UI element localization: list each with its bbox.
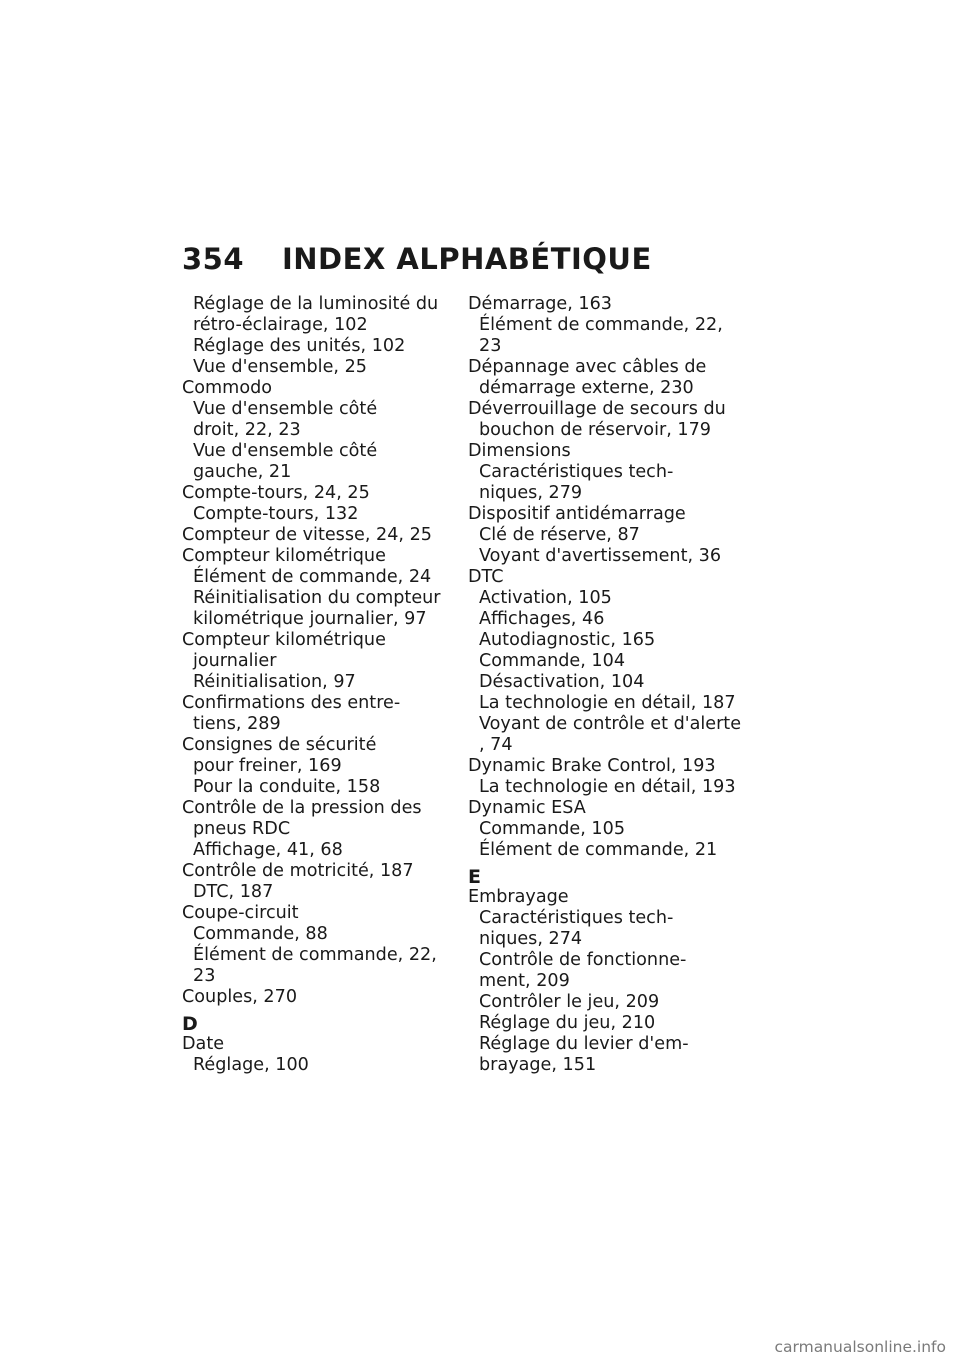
index-subentry: Autodiagnostic, 165: [479, 630, 656, 650]
index-entry: Compteur de vitesse, 24, 25: [182, 525, 432, 545]
index-subentry: Vue d'ensemble côté: [193, 441, 378, 461]
footer-watermark: carmanualsonline.info: [774, 1338, 946, 1356]
index-entry: Coupe-circuit: [182, 903, 299, 923]
index-column-left: [182, 294, 441, 1076]
index-subentry: kilométrique journalier, 97: [193, 609, 427, 629]
index-entry: Dynamic ESA: [468, 798, 586, 818]
index-subentry: niques, 274: [479, 929, 583, 949]
index-subentry: Commande, 88: [193, 924, 328, 944]
index-subentry: Affichages, 46: [479, 609, 605, 629]
index-subentry: Contrôle de fonctionne-: [479, 950, 687, 970]
index-entry: Date: [182, 1034, 225, 1054]
index-subentry: Pour la conduite, 158: [193, 777, 381, 797]
index-subentry: rétro-éclairage, 102: [193, 315, 368, 335]
index-entry: Commodo: [182, 378, 273, 398]
index-subentry: Élément de commande, 22,: [193, 945, 437, 965]
index-subentry: Réglage de la luminosité du: [193, 294, 439, 314]
index-entry: Couples, 270: [182, 987, 298, 1007]
index-subentry: 23: [193, 966, 216, 986]
index-subentry: Commande, 105: [479, 819, 626, 839]
index-entry: Compteur kilométrique: [182, 546, 386, 566]
index-subentry: Activation, 105: [479, 588, 612, 608]
section-letter: E: [468, 866, 481, 888]
index-entry: Consignes de sécurité: [182, 735, 377, 755]
index-subentry: Réglage du levier d'em-: [479, 1034, 689, 1054]
index-entry: Contrôle de motricité, 187: [182, 861, 414, 881]
index-subentry: Contrôler le jeu, 209: [479, 992, 660, 1012]
index-subentry: démarrage externe, 230: [479, 378, 694, 398]
index-entry: Dispositif antidémarrage: [468, 504, 686, 524]
page-header: [182, 242, 652, 276]
index-subentry: La technologie en détail, 187: [479, 693, 736, 713]
index-subentry: Désactivation, 104: [479, 672, 645, 692]
index-subentry: journalier: [193, 651, 277, 671]
index-entry: Dimensions: [468, 441, 571, 461]
index-subentry: Réglage du jeu, 210: [479, 1013, 656, 1033]
index-subentry: Clé de réserve, 87: [479, 525, 640, 545]
index-subentry: pneus RDC: [193, 819, 291, 839]
index-subentry: Commande, 104: [479, 651, 626, 671]
index-subentry: Voyant de contrôle et d'alerte: [479, 714, 742, 734]
index-subentry: Vue d'ensemble, 25: [193, 357, 367, 377]
index-entry: Déverrouillage de secours du: [468, 399, 726, 419]
index-subentry: Réinitialisation du compteur: [193, 588, 441, 608]
index-subentry: La technologie en détail, 193: [479, 777, 736, 797]
index-entry: Démarrage, 163: [468, 294, 612, 314]
index-subentry: Vue d'ensemble côté: [193, 399, 378, 419]
index-entry: DTC: [468, 567, 504, 587]
index-subentry: Voyant d'avertissement, 36: [479, 546, 722, 566]
index-subentry: Affichage, 41, 68: [193, 840, 343, 860]
index-entry: Contrôle de la pression des: [182, 798, 422, 818]
index-column-right: [468, 294, 742, 1076]
index-entry: Compte-tours, 24, 25: [182, 483, 370, 503]
index-subentry: Réglage, 100: [193, 1055, 309, 1075]
index-subentry: Caractéristiques tech-: [479, 462, 674, 482]
index-subentry: Réinitialisation, 97: [193, 672, 356, 692]
index-subentry: ment, 209: [479, 971, 570, 991]
index-subentry: gauche, 21: [193, 462, 292, 482]
index-subentry: Élément de commande, 21: [479, 840, 718, 860]
index-subentry: Compte-tours, 132: [193, 504, 359, 524]
index-subentry: tiens, 289: [193, 714, 281, 734]
index-entry: Embrayage: [468, 887, 569, 907]
index-subentry: droit, 22, 23: [193, 420, 301, 440]
index-entry: Confirmations des entre-: [182, 693, 401, 713]
index-entry: Dépannage avec câbles de: [468, 357, 707, 377]
index-subentry: , 74: [479, 735, 513, 755]
index-subentry: Caractéristiques tech-: [479, 908, 674, 928]
index-subentry: 23: [479, 336, 502, 356]
index-subentry: Réglage des unités, 102: [193, 336, 406, 356]
index-entry: Dynamic Brake Control, 193: [468, 756, 716, 776]
index-subentry: niques, 279: [479, 483, 583, 503]
index-entry: Compteur kilométrique: [182, 630, 386, 650]
section-letter: D: [182, 1013, 198, 1035]
index-subentry: brayage, 151: [479, 1055, 597, 1075]
index-subentry: bouchon de réservoir, 179: [479, 420, 711, 440]
index-subentry: pour freiner, 169: [193, 756, 342, 776]
index-subentry: DTC, 187: [193, 882, 274, 902]
index-subentry: Élément de commande, 24: [193, 567, 432, 587]
page-title: INDEX ALPHABÉTIQUE: [282, 242, 652, 276]
page-number: 354: [182, 242, 245, 276]
index-subentry: Élément de commande, 22,: [479, 315, 723, 335]
